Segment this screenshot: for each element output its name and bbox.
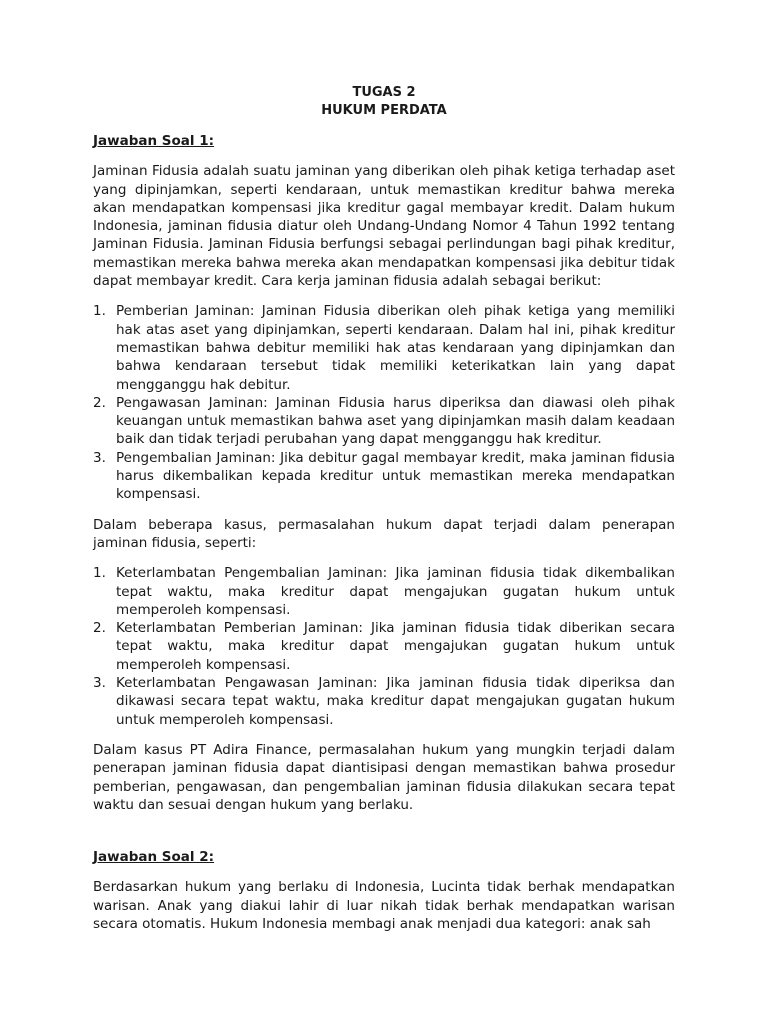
legal-issues-list (93, 564, 675, 729)
section-1-closing-paragraph: Dalam kasus PT Adira Finance, permasalahan hukum yang mungkin terjadi dalam penerapan jaminan fidusia dapat diantisipasi dengan memastikan bahwa prosedur pemberian, pengawasan, dan pengembalian jaminan fidusia dilakukan secara tepat waktu dan sesuai dengan hukum yang berlaku. (93, 741, 675, 813)
section-1-intro-paragraph: Jaminan Fidusia adalah suatu jaminan yang diberikan oleh pihak ketiga terhadap aset yang dipinjamkan, seperti kendaraan, untuk memastikan kreditur bahwa mereka akan mendapatkan kompensasi jika kreditur gagal membayar kredit. Dalam hukum Indonesia, jaminan fidusia diatur oleh Undang-Undang Nomor 4 Tahun 1992 tentang Jaminan Fidusia. Jaminan Fidusia berfungsi sebagai perlindungan bagi pihak kreditur, memastikan mereka bahwa mereka akan mendapatkan kompensasi jika debitur tidak dapat membayar kredit. Cara kerja jaminan fidusia adalah sebagai berikut: (93, 163, 675, 290)
document-title-line-1: TUGAS 2 (352, 85, 416, 100)
list-item-text: Pengawasan Jaminan: Jaminan Fidusia harus diperiksa dan diawasi oleh pihak keuangan untuk memastikan bahwa aset yang dipinjamkan masih dalam keadaan baik dan tidak terjadi perubahan yang dapat mengganggu hak kreditur. (116, 394, 675, 448)
list-item-number: 2. (93, 620, 106, 637)
list-item (93, 619, 675, 674)
section-1-middle-paragraph: Dalam beberapa kasus, permasalahan hukum dapat terjadi dalam penerapan jaminan fidusia, seperti: (93, 516, 675, 551)
section-1-heading: Jawaban Soal 1: (93, 133, 215, 149)
list-item-text: Pengembalian Jaminan: Jika debitur gagal membayar kredit, maka jaminan fidusia harus dikembalikan kepada kreditur untuk memastikan mereka mendapatkan kompensasi. (116, 449, 675, 503)
section-2-intro-paragraph: Berdasarkan hukum yang berlaku di Indonesia, Lucinta tidak berhak mendapatkan warisan. Anak yang diakui lahir di luar nikah tidak berhak mendapatkan warisan secara otomatis. Hukum Indonesia membagi anak menjadi dua kategori: anak sah (93, 879, 675, 932)
document-title-line-2: HUKUM PERDATA (321, 103, 447, 118)
list-item (93, 302, 675, 393)
list-item-text: Keterlambatan Pemberian Jaminan: Jika jaminan fidusia tidak diberikan secara tepat waktu, maka kreditur dapat mengajukan gugatan hukum untuk memperoleh kompensasi. (116, 620, 675, 673)
list-item-number: 3. (93, 675, 106, 692)
list-item-text: Keterlambatan Pengawasan Jaminan: Jika jaminan fidusia tidak diperiksa dan dikawasi secara tepat waktu, maka kreditur dapat mengajukan gugatan hukum untuk memperoleh kompensasi. (116, 675, 675, 728)
list-item-text: Keterlambatan Pengembalian Jaminan: Jika jaminan fidusia tidak dikembalikan tepat waktu, maka kreditur dapat mengajukan gugatan hukum untuk memperoleh kompensasi. (116, 565, 675, 618)
list-item-number: 3. (93, 449, 106, 466)
list-item-number: 1. (93, 565, 106, 582)
section-2-heading: Jawaban Soal 2: (93, 849, 215, 866)
fidusia-process-list (93, 302, 675, 503)
list-item (93, 394, 675, 449)
list-item (93, 674, 675, 729)
list-item-number: 2. (93, 394, 106, 411)
list-item (93, 564, 675, 619)
list-item-number: 1. (93, 303, 106, 320)
list-item-text: Pemberian Jaminan: Jaminan Fidusia diberikan oleh pihak ketiga yang memiliki hak atas aset yang dipinjamkan, seperti kendaraan. Dalam hal ini, pihak kreditur memastikan bahwa debitur memiliki hak atas kendaraan yang dipinjamkan dan bahwa kendaraan tersebut tidak memiliki keterikatkan lain yang dapat mengganggu hak debitur. (116, 303, 675, 393)
list-item (93, 449, 675, 504)
